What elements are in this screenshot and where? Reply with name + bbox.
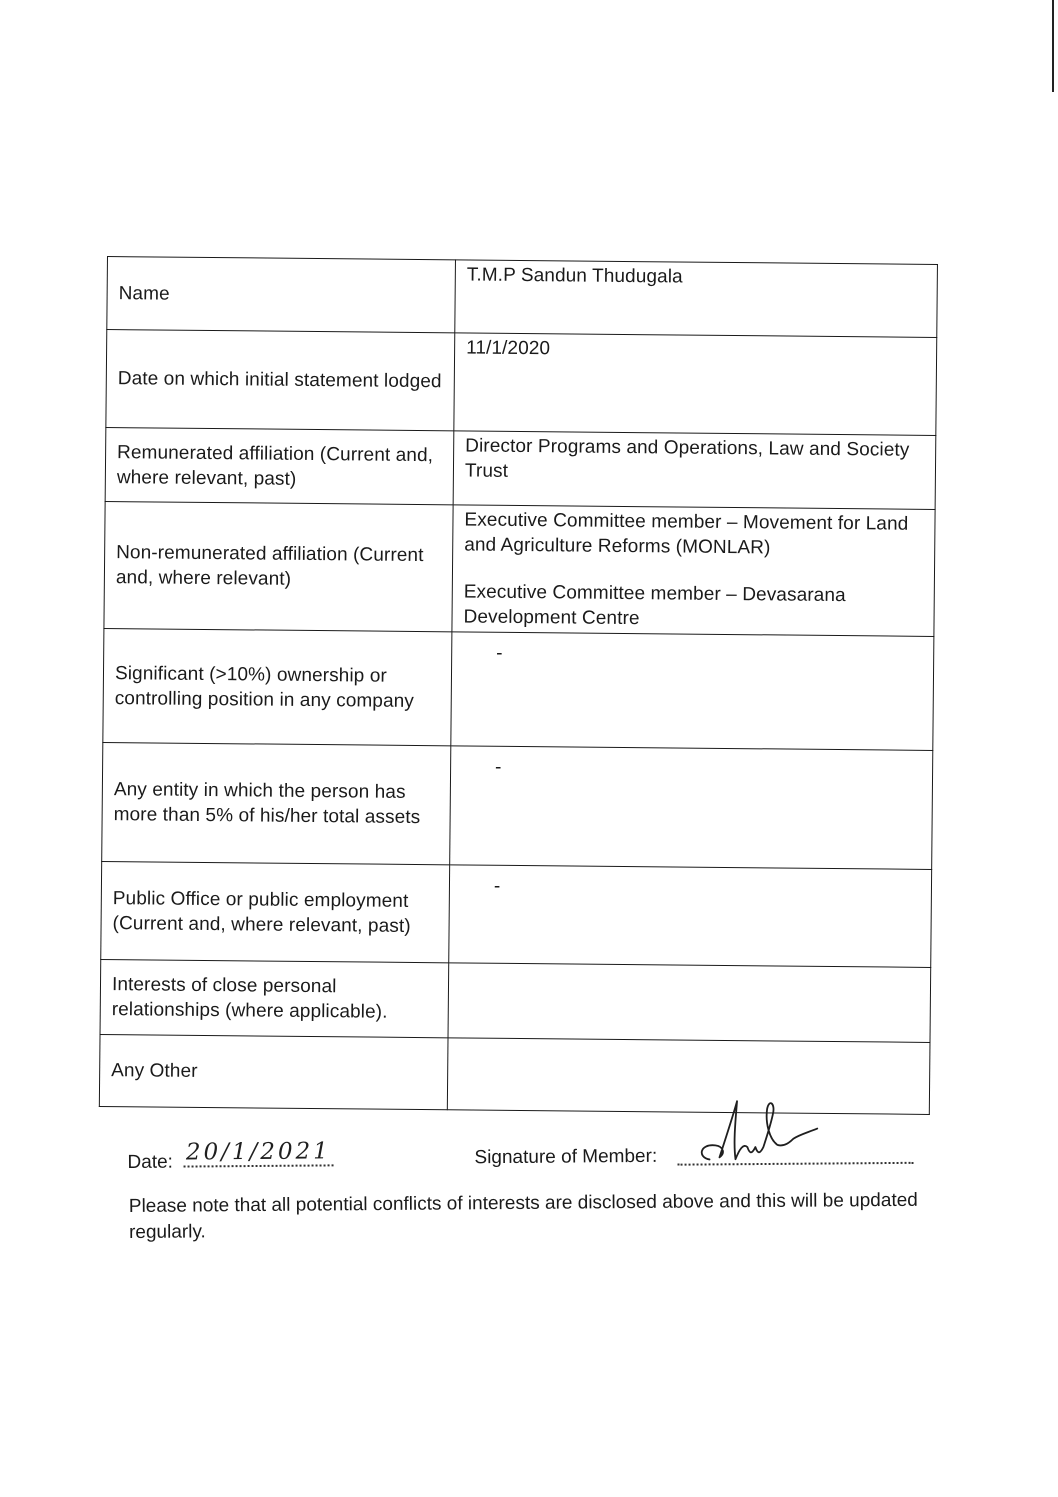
row-label-public-office: Public Office or public employment (Current and, where relevant, past) xyxy=(101,861,450,962)
row-value-entity-assets xyxy=(450,746,933,870)
table-row-close-relationships xyxy=(100,959,931,1042)
remunerated-affiliation-value: Director Programs and Operations, Law and Society Trust xyxy=(464,435,910,482)
date-label: Date: xyxy=(127,1151,174,1173)
row-value-non-remunerated-affiliation xyxy=(452,505,935,637)
member-name: T.M.P Sandun Thudugala xyxy=(466,264,683,288)
handwritten-signature xyxy=(689,1092,830,1173)
row-value-remunerated-affiliation xyxy=(453,431,936,510)
declaration-footer xyxy=(127,1092,948,1258)
row-value-significant-ownership xyxy=(451,632,934,751)
row-label-any-other: Any Other xyxy=(99,1034,448,1109)
declaration-table xyxy=(99,256,938,1115)
disclosure-note: Please note that all potential conflicts of interests are disclosed above and this will be updated regularly. xyxy=(128,1189,918,1243)
non-remunerated-affiliation-1: Executive Committee member – Movement for Land and Agriculture Reforms (MONLAR) xyxy=(464,509,909,559)
table-row-public-office xyxy=(101,861,932,967)
row-label-significant-ownership: Significant (>10%) ownership or controlling position in any company xyxy=(103,628,452,745)
table-row-name xyxy=(107,257,938,338)
row-label-non-remunerated-affiliation: Non-remunerated affiliation (Current and, where relevant) xyxy=(104,501,453,631)
date-lodged-value: 11/1/2020 xyxy=(466,337,551,360)
row-value-public-office xyxy=(449,865,932,968)
table-row-date-lodged xyxy=(106,330,937,436)
row-value-close-relationships xyxy=(448,963,931,1043)
public-office-value: - xyxy=(493,875,501,897)
row-label-name: Name xyxy=(107,257,456,333)
row-label-date-lodged: Date on which initial statement lodged xyxy=(106,330,455,431)
table-row-significant-ownership xyxy=(103,628,934,750)
row-label-remunerated-affiliation: Remunerated affiliation (Current and, where relevant, past) xyxy=(105,427,454,504)
table-row-entity-assets xyxy=(102,742,933,869)
non-remunerated-affiliation-2: Executive Committee member – Devasarana Development Centre xyxy=(463,581,846,630)
table-row-remunerated-affiliation xyxy=(105,427,936,509)
date-dotted-line xyxy=(184,1164,334,1167)
significant-ownership-value: - xyxy=(496,642,503,664)
signed-date: 20/1/2021 xyxy=(185,1138,331,1166)
row-value-name xyxy=(455,260,938,338)
row-label-entity-assets: Any entity in which the person has more than 5% of his/her total assets xyxy=(102,742,451,864)
row-value-date-lodged xyxy=(454,333,937,436)
entity-assets-value: - xyxy=(495,756,502,778)
page-edge-mark xyxy=(1052,0,1054,92)
signature-label: Signature of Member: xyxy=(474,1145,658,1169)
table-row-non-remunerated-affiliation xyxy=(104,501,935,636)
row-label-close-relationships: Interests of close personal relationships (where applicable). xyxy=(100,959,449,1037)
